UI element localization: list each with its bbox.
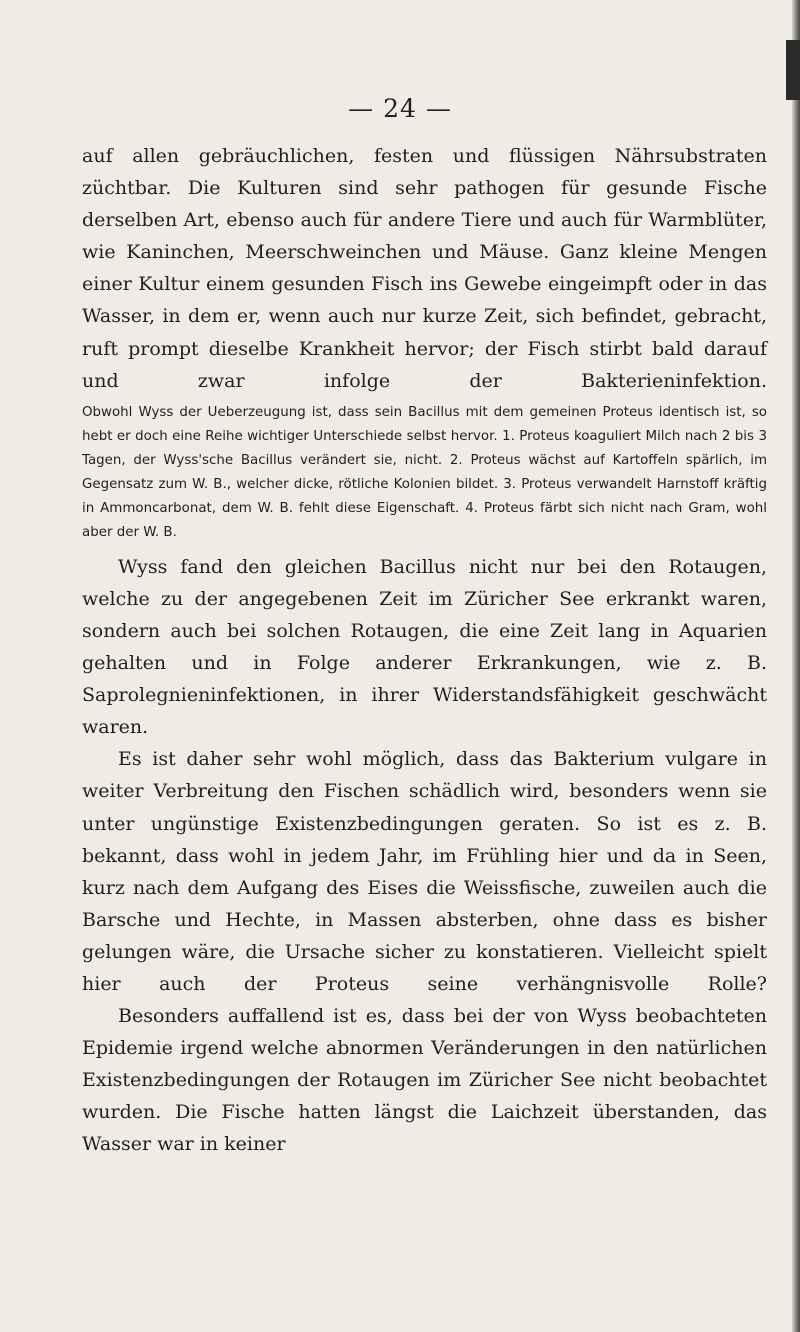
page-body	[82, 140, 767, 1161]
page-number: — 24 —	[348, 94, 452, 123]
paragraph-cultures: auf allen gebräuchlichen, festen und flüssigen Nährsubstraten züchtbar. Die Kulturen sind sehr pathogen für gesunde Fische derselben Art, ebenso auch für andere Tiere und auch für Warmblüter, wie Kaninchen, Meerschweinchen und Mäuse. Ganz kleine Mengen einer Kultur einem gesunden Fisch ins Gewebe eingeimpft oder in das Wasser, in dem er, wenn auch nur kurze Zeit, sich befindet, gebracht, ruft prompt dieselbe Krankheit hervor; der Fisch stirbt bald darauf und zwar infolge der Bakterieninfektion.	[82, 145, 767, 392]
paragraph-epidemie: Besonders auffallend ist es, dass bei der von Wyss beobachteten Epidemie irgend welche abnormen Veränderungen in den natürlichen Existenzbedingungen der Rotaugen im Züricher See nicht beobachtet wurden. Die Fische hatten längst die Laichzeit überstanden, das Wasser war in keiner	[82, 1005, 767, 1156]
paragraph-rotaugen: Wyss fand den gleichen Bacillus nicht nur bei den Rotaugen, welche zu der angegebenen Zeit im Züricher See erkrankt waren, sondern auch bei solchen Rotaugen, die eine Zeit lang in Aquarien gehalten und in Folge anderer Erkrankungen, wie z. B. Saprolegnieninfektionen, in ihrer Widerstandsfähigkeit geschwächt waren.	[82, 555, 767, 739]
footnote-wyss-differences: Obwohl Wyss der Ueberzeugung ist, dass sein Bacillus mit dem gemeinen Proteus identisch ist, so hebt er doch eine Reihe wichtiger Unterschiede selbst hervor. 1. Proteus koaguliert Milch nach 2 bis 3 Tagen, der Wyss'sche Bacillus verändert sie, nicht. 2. Proteus wächst auf Kartoffeln spärlich, im Gegensatz zum W. B., welcher dicke, rötliche Kolonien bildet. 3. Proteus verwandelt Harnstoff kräftig in Ammoncarbonat, dem W. B. fehlt diese Eigenschaft. 4. Proteus färbt sich nicht nach Gram, wohl aber der W. B.	[82, 404, 767, 540]
binding-mark	[786, 40, 800, 100]
paragraph-bakterium-vulgare: Es ist daher sehr wohl möglich, dass das Bakterium vulgare in weiter Verbreitung den Fischen schädlich wird, besonders wenn sie unter ungünstige Existenzbedingungen geraten. So ist es z. B. bekannt, dass wohl in jedem Jahr, im Frühling hier und da in Seen, kurz nach dem Aufgang des Eises die Weissfische, zuweilen auch die Barsche und Hechte, in Massen absterben, ohne dass es bisher gelungen wäre, die Ursache sicher zu konstatieren. Vielleicht spielt hier auch der Proteus seine verhängnisvolle Rolle?	[82, 748, 767, 995]
page-edge-shadow	[792, 0, 800, 1332]
